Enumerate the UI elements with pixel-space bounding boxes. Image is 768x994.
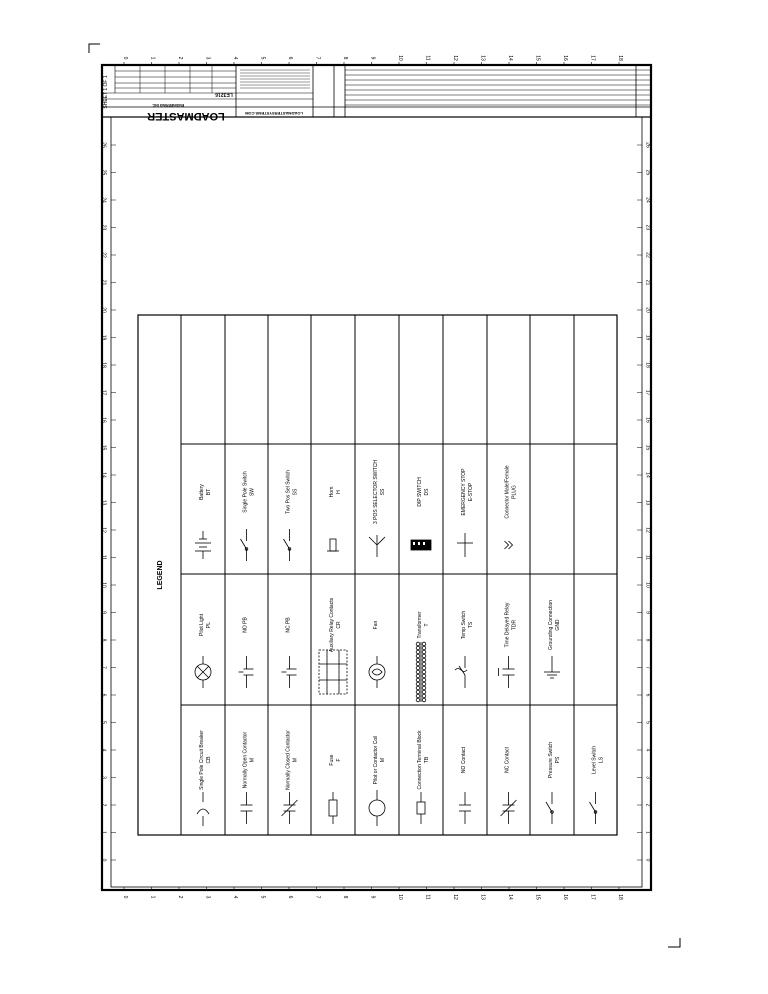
legend-tag: F xyxy=(336,758,342,762)
legend-label: Grounding Connection xyxy=(548,599,554,651)
legend-tag: SW xyxy=(249,487,256,497)
border-tick-number: 19 xyxy=(100,334,107,341)
tdr-symbol xyxy=(499,656,515,688)
legend-cell xyxy=(286,470,299,514)
terminal-symbol xyxy=(417,792,425,824)
sel3-symbol xyxy=(369,535,385,557)
border-tick-number: 6 xyxy=(100,693,107,697)
contact-no-symbol xyxy=(241,792,253,824)
estop-symbol xyxy=(457,533,473,557)
border-tick-number: 6 xyxy=(287,895,293,899)
legend-header: LEGEND xyxy=(157,560,164,590)
border-tick-number: 7 xyxy=(100,666,107,669)
legend-label: DIP SWITCH xyxy=(417,477,423,507)
border-tick-number: 11 xyxy=(424,55,431,61)
legend-label: Horn xyxy=(329,486,335,498)
border-ticks-top xyxy=(122,55,623,65)
border-tick-number: 18 xyxy=(100,362,107,368)
border-tick-number: 1 xyxy=(149,56,156,60)
pb-symbol xyxy=(282,656,297,688)
border-tick-number: 8 xyxy=(342,895,348,899)
border-tick-number: 4 xyxy=(232,895,238,899)
legend-label: Time Delayed Relay xyxy=(504,602,511,648)
legend-label: NO Contact xyxy=(461,746,467,774)
legend-cell xyxy=(548,600,561,650)
legend-tag: GND xyxy=(555,619,561,631)
border-tick-number: 14 xyxy=(507,894,513,900)
border-tick-number: 17 xyxy=(644,389,651,396)
company-name: LOADMASTER xyxy=(147,110,225,122)
legend-cell xyxy=(286,617,292,633)
legend-label: Connection Terminal Block xyxy=(417,730,423,790)
legend-label: EMERGENCY STOP xyxy=(461,468,467,516)
border-tick-number: 1 xyxy=(100,831,107,834)
border-ticks-right xyxy=(637,142,651,861)
border-tick-number: 21 xyxy=(644,279,651,286)
legend-label: Transformer xyxy=(417,611,423,639)
border-tick-number: 14 xyxy=(507,55,513,61)
border-tick-number: 16 xyxy=(562,894,568,900)
border-tick-number: 14 xyxy=(644,472,651,478)
border-tick-number: 11 xyxy=(424,894,431,900)
legend-label: NO PB xyxy=(242,617,249,633)
temp-symbol xyxy=(455,656,467,688)
border-tick-number: 13 xyxy=(479,894,486,900)
horn-symbol xyxy=(327,539,339,551)
legend-cell xyxy=(373,460,386,524)
border-tick-number: 13 xyxy=(479,55,486,61)
legend-cell xyxy=(373,736,386,785)
border-tick-number: 22 xyxy=(100,252,107,258)
legend-cell xyxy=(243,731,256,788)
legend-cell xyxy=(199,730,212,790)
border-tick-number: 2 xyxy=(177,895,183,899)
border-tick-number: 19 xyxy=(644,334,651,341)
legend-tag: SS xyxy=(292,488,299,496)
border-tick-number: 9 xyxy=(644,611,651,614)
border-tick-number: 11 xyxy=(100,554,107,561)
border-tick-number: 23 xyxy=(100,224,107,231)
border-tick-number: 6 xyxy=(287,56,293,60)
legend-cell xyxy=(592,746,605,774)
border-tick-number: 0 xyxy=(122,56,128,60)
legend-cells xyxy=(195,460,605,826)
legend-cell xyxy=(505,465,518,519)
switch-symbol xyxy=(546,792,553,824)
border-tick-number: 2 xyxy=(100,803,107,807)
border-tick-number: 4 xyxy=(644,748,651,752)
document-number: LE3216 xyxy=(215,91,233,97)
border-tick-number: 5 xyxy=(259,895,266,899)
legend-cell xyxy=(417,477,430,507)
legend-label: Fan xyxy=(373,620,379,630)
border-tick-number: 20 xyxy=(644,307,651,313)
legend-label: Connector Male/Female xyxy=(504,465,511,519)
border-tick-number: 21 xyxy=(100,279,107,286)
legend-cell xyxy=(461,611,474,640)
border-tick-number: 5 xyxy=(259,56,266,60)
legend-cell xyxy=(329,486,342,497)
legend-tag: LS xyxy=(598,756,605,764)
transformer-symbol xyxy=(416,642,426,702)
legend-tag: E-STOP xyxy=(468,482,474,502)
border-tick-number: 0 xyxy=(122,895,128,899)
legend-label: Pilot or Contactor Coil xyxy=(373,735,379,785)
legend-tag: PL xyxy=(206,621,212,629)
border-tick-number: 3 xyxy=(644,776,651,779)
legend-label: Normally Closed Contactor xyxy=(285,730,292,790)
border-tick-number: 4 xyxy=(232,56,238,60)
border-tick-number: 10 xyxy=(397,894,403,900)
legend-label: Pressure Switch xyxy=(548,741,554,779)
border-tick-number: 14 xyxy=(100,472,107,478)
border-tick-number: 2 xyxy=(177,56,183,60)
border-tick-number: 7 xyxy=(314,895,321,899)
legend-cell xyxy=(461,468,474,516)
legend-cell xyxy=(548,742,561,778)
border-tick-number: 10 xyxy=(100,582,107,588)
border-tick-number: 24 xyxy=(100,197,107,203)
border-tick-number: 6 xyxy=(644,693,651,697)
legend-tag: T xyxy=(424,623,430,627)
border-tick-number: 4 xyxy=(100,748,107,752)
border-tick-number: 0 xyxy=(644,858,651,862)
border-tick-number: 25 xyxy=(100,169,107,176)
border-tick-number: 12 xyxy=(100,527,107,533)
legend-label: Single Pole Switch xyxy=(242,471,249,513)
switch-symbol xyxy=(284,529,291,561)
legend-label: Two Pos Sel Switch xyxy=(285,470,292,514)
border-tick-number: 0 xyxy=(100,858,107,862)
contact-nc-symbol xyxy=(282,792,298,824)
breaker-symbol xyxy=(197,792,209,826)
border-tick-number: 17 xyxy=(100,389,107,396)
legend-tag: H xyxy=(336,490,342,494)
switch-symbol xyxy=(590,792,597,824)
legend-label: Level Switch xyxy=(591,745,598,775)
legend-label: NC Contact xyxy=(504,747,511,773)
border-tick-number: 9 xyxy=(100,611,107,614)
company-subtitle: ENGINEERING INC. xyxy=(151,103,185,107)
legend-cell xyxy=(199,484,212,500)
border-tick-number: 22 xyxy=(644,252,651,258)
border-tick-number: 1 xyxy=(149,895,156,899)
legend-tag: CB xyxy=(206,756,212,764)
legend-label: Fuse xyxy=(329,754,335,766)
legend-tag: SS xyxy=(380,488,386,496)
legend-tag: PLUG xyxy=(511,485,518,499)
border-tick-number: 20 xyxy=(100,307,107,313)
legend-tag: BT xyxy=(206,488,212,496)
coil-symbol xyxy=(369,790,385,826)
border-tick-number: 10 xyxy=(397,55,403,61)
contact-no-symbol xyxy=(459,792,471,824)
lamp-symbol xyxy=(195,656,211,688)
border-tick-number: 11 xyxy=(644,554,651,561)
ground-symbol xyxy=(544,656,560,678)
border-tick-number: 16 xyxy=(562,55,568,61)
legend-tag: TDR xyxy=(511,619,518,631)
legend-tag: CR xyxy=(336,621,342,629)
legend-cell xyxy=(329,754,342,765)
legend-tag: M xyxy=(249,757,256,763)
border-tick-number: 7 xyxy=(644,666,651,669)
legend-cell xyxy=(243,617,249,633)
contact-nc-symbol xyxy=(501,792,517,824)
fan-symbol xyxy=(369,656,385,688)
border-tick-number: 12 xyxy=(644,527,651,533)
border-tick-number: 8 xyxy=(100,638,107,642)
border-tick-number: 24 xyxy=(644,197,651,203)
legend-label: Auxiliary Relay Contacts xyxy=(329,597,335,653)
border-tick-number: 8 xyxy=(644,638,651,642)
legend-label: Battery xyxy=(199,484,205,500)
legend-cell xyxy=(417,611,430,638)
legend-cell xyxy=(199,613,212,636)
legend-cell xyxy=(505,602,518,647)
battery-symbol xyxy=(195,531,211,559)
legend-cell xyxy=(286,730,299,790)
border-tick-number: 17 xyxy=(589,894,596,900)
legend-label: Normally Open Contactor xyxy=(242,731,249,789)
legend-tag: M xyxy=(292,757,299,763)
legend-cell xyxy=(243,471,256,513)
sheet-label: SHEET 1 OF 1 xyxy=(103,75,109,109)
border-tick-number: 13 xyxy=(644,499,651,506)
border-tick-number: 9 xyxy=(369,56,376,60)
border-tick-number: 5 xyxy=(100,721,107,724)
fuse-symbol xyxy=(329,792,337,824)
legend-tag: TB xyxy=(424,756,430,764)
legend-cell xyxy=(505,746,511,772)
border-tick-number: 13 xyxy=(100,499,107,506)
border-tick-number: 15 xyxy=(100,444,107,451)
legend-label: Single Pole Circuit Breaker xyxy=(199,730,205,790)
border-tick-number: 12 xyxy=(452,894,458,900)
legend-label: NC PB xyxy=(285,617,292,633)
border-tick-number: 10 xyxy=(644,582,651,588)
legend-tag: DS xyxy=(424,488,430,496)
legend-cell xyxy=(461,746,467,773)
legend-tag: PS xyxy=(555,756,561,764)
legend-label: 3 POS SELECTOR SWITCH xyxy=(373,459,379,525)
border-tick-number: 15 xyxy=(534,894,541,900)
plug-symbol xyxy=(505,541,513,549)
legend-cell xyxy=(329,597,342,652)
legend-label: Temp Switch xyxy=(461,610,467,640)
border-tick-number: 26 xyxy=(644,142,651,148)
border-tick-number: 2 xyxy=(644,803,651,807)
border-tick-number: 18 xyxy=(617,55,623,61)
border-tick-number: 9 xyxy=(369,895,376,899)
border-tick-number: 8 xyxy=(342,56,348,60)
border-tick-number: 3 xyxy=(100,776,107,779)
border-tick-number: 16 xyxy=(644,417,651,423)
title-block xyxy=(102,65,651,122)
border-tick-number: 1 xyxy=(644,831,651,834)
border-tick-number: 5 xyxy=(644,721,651,724)
border-tick-number: 18 xyxy=(644,362,651,368)
pb-symbol xyxy=(239,656,254,688)
switch-symbol xyxy=(241,529,248,561)
border-tick-number: 16 xyxy=(100,417,107,423)
border-tick-number: 7 xyxy=(314,56,321,60)
border-tick-number: 3 xyxy=(204,895,211,899)
border-tick-number: 23 xyxy=(644,224,651,231)
legend-tag: M xyxy=(380,757,386,763)
border-tick-number: 18 xyxy=(617,894,623,900)
border-tick-number: 15 xyxy=(534,55,541,61)
border-tick-number: 25 xyxy=(644,169,651,176)
legend-tag: TS xyxy=(468,621,474,629)
border-tick-number: 17 xyxy=(589,55,596,61)
border-tick-number: 26 xyxy=(100,142,107,148)
company-website: LOADMASTERSYSTEMS.COM xyxy=(245,111,303,116)
legend-cell xyxy=(417,730,430,790)
border-tick-number: 12 xyxy=(452,55,458,61)
legend-label: Pilot Light xyxy=(199,614,205,636)
border-tick-number: 3 xyxy=(204,56,211,60)
dip-symbol xyxy=(411,540,431,550)
legend-cell xyxy=(373,620,379,629)
relay-symbol xyxy=(319,650,347,694)
border-tick-number: 15 xyxy=(644,444,651,451)
